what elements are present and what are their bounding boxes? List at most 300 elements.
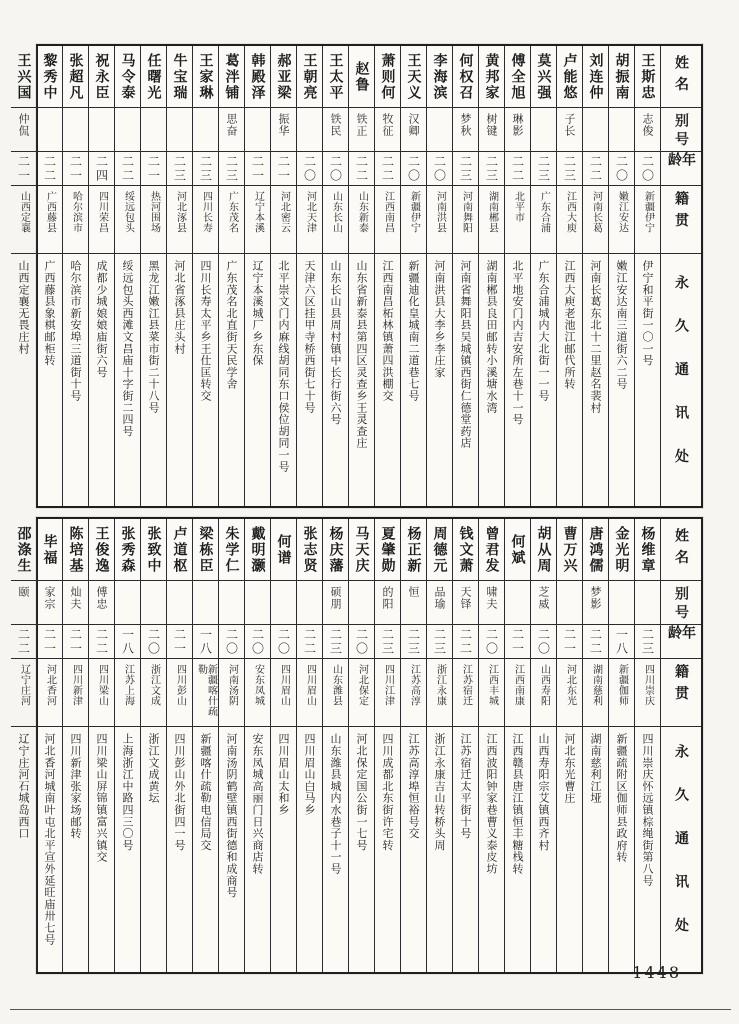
name-cell: 朱学仁 xyxy=(219,519,244,581)
alias-cell: 芝威 xyxy=(531,581,556,625)
alias-cell: 树键 xyxy=(479,108,504,152)
age-cell: 二二 xyxy=(115,152,140,186)
address-cell: 北平地安门内吉安所左巷十一号 xyxy=(511,260,524,426)
person-column xyxy=(36,46,62,506)
native-cell: 山西定襄 xyxy=(11,186,36,254)
age-cell: 二二 xyxy=(453,625,478,659)
directory-page xyxy=(15,44,703,974)
age-cell: 一八 xyxy=(115,625,140,659)
alias-cell xyxy=(245,108,270,152)
person-column xyxy=(296,519,322,972)
age-cell: 二二 xyxy=(505,152,530,186)
native-cell: 山东长山 xyxy=(323,186,348,254)
native-cell: 热河围场 xyxy=(141,186,166,254)
native-cell: 新疆伊宁 xyxy=(401,186,426,254)
alias-cell: 子长 xyxy=(557,108,582,152)
age-cell: 二二 xyxy=(349,152,374,186)
age-cell: 二三 xyxy=(635,625,660,659)
name-cell: 夏肇勋 xyxy=(375,519,400,581)
name-cell: 曾君发 xyxy=(479,519,504,581)
age-cell: 二一 xyxy=(271,152,296,186)
header-age: 年龄 xyxy=(661,152,701,186)
page-bottom-rule xyxy=(10,1009,731,1010)
alias-cell xyxy=(297,108,322,152)
name-cell: 张秀森 xyxy=(115,519,140,581)
age-cell: 二〇 xyxy=(401,152,426,186)
native-cell: 嫩江安达 xyxy=(609,186,634,254)
person-column xyxy=(114,519,140,972)
name-cell: 赵鲁 xyxy=(349,46,374,108)
address-cell: 四川长寿太平乡王仕匡转交 xyxy=(199,260,212,402)
address-cell: 广东合浦城内大北街一一号 xyxy=(537,260,550,402)
alias-cell xyxy=(505,581,530,625)
address-cell: 北平崇文门内麻线胡同东口侯位胡同一号 xyxy=(277,260,290,473)
age-cell: 二一 xyxy=(63,152,88,186)
address-cell: 河北香河城南叶屯北平宣外延旺庙卅七号 xyxy=(43,733,56,946)
address-cell: 嫩江安达南三道街六二号 xyxy=(615,260,628,390)
name-cell: 张致中 xyxy=(141,519,166,581)
native-cell: 江西丰城 xyxy=(479,659,504,727)
native-cell: 山西寿阳 xyxy=(531,659,556,727)
alias-cell xyxy=(609,581,634,625)
person-column xyxy=(140,519,166,972)
name-cell: 刘连仲 xyxy=(583,46,608,108)
person-column xyxy=(62,519,88,972)
name-cell: 牛宝瑞 xyxy=(167,46,192,108)
name-cell: 王兴国 xyxy=(11,46,36,108)
age-cell: 二三 xyxy=(557,152,582,186)
native-cell: 江西南康 xyxy=(505,659,530,727)
native-cell: 四川梁山 xyxy=(89,659,114,727)
address-cell: 山西定襄无畏庄村 xyxy=(17,260,30,355)
name-cell: 卢能悠 xyxy=(557,46,582,108)
person-column xyxy=(582,46,608,506)
native-cell: 河北密云 xyxy=(271,186,296,254)
name-cell: 祝永臣 xyxy=(89,46,114,108)
native-cell: 绥远包头 xyxy=(115,186,140,254)
name-cell: 黄邦家 xyxy=(479,46,504,108)
name-cell: 李海滨 xyxy=(427,46,452,108)
age-cell: 二四 xyxy=(89,152,114,186)
native-cell: 河北涿县 xyxy=(167,186,192,254)
age-cell: 二三 xyxy=(193,152,218,186)
alias-cell: 灿夫 xyxy=(63,581,88,625)
native-cell: 江西大庾 xyxy=(557,186,582,254)
header-age: 年龄 xyxy=(661,625,701,659)
address-cell: 河南汤阴鹤壁镇西街德和成商号 xyxy=(225,733,238,899)
name-cell: 何权召 xyxy=(453,46,478,108)
person-column xyxy=(504,519,530,972)
address-cell: 江苏高淳埠恒裕号交 xyxy=(407,733,420,840)
alias-cell xyxy=(557,581,582,625)
person-column xyxy=(582,519,608,972)
alias-cell xyxy=(531,108,556,152)
age-cell: 二〇 xyxy=(271,625,296,659)
alias-cell xyxy=(193,108,218,152)
name-cell: 任曙光 xyxy=(141,46,166,108)
address-cell: 湖南郴县良田邮转小溪塘水湾 xyxy=(485,260,498,414)
person-column xyxy=(88,519,114,972)
native-cell: 广东合浦 xyxy=(531,186,556,254)
alias-cell: 铁民 xyxy=(323,108,348,152)
age-cell: 二二 xyxy=(297,625,322,659)
alias-cell xyxy=(271,581,296,625)
person-column xyxy=(88,46,114,506)
alias-cell: 颐 xyxy=(11,581,36,625)
person-column xyxy=(374,519,400,972)
alias-cell xyxy=(141,108,166,152)
age-cell: 二一 xyxy=(557,625,582,659)
address-cell: 四川梁山屏锦镇富兴镇交 xyxy=(95,733,108,863)
alias-cell xyxy=(297,581,322,625)
person-column xyxy=(192,519,218,972)
header-address: 永久通讯处 xyxy=(673,274,689,492)
alias-cell xyxy=(115,581,140,625)
person-column xyxy=(270,519,296,972)
address-cell: 广东茂名北直街天民学舍 xyxy=(225,260,238,390)
person-column xyxy=(556,46,582,506)
native-cell: 湖南郴县 xyxy=(479,186,504,254)
native-cell: 山东潍县 xyxy=(323,659,348,727)
alias-cell: 振华 xyxy=(271,108,296,152)
alias-cell: 品瑜 xyxy=(427,581,452,625)
age-cell: 二二 xyxy=(89,625,114,659)
alias-cell xyxy=(167,108,192,152)
person-column xyxy=(530,519,556,972)
address-cell: 江西波阳钟家巷曹义泰皮坊 xyxy=(485,733,498,875)
age-cell: 二二 xyxy=(11,625,36,659)
header-column xyxy=(660,46,701,506)
age-cell: 二一 xyxy=(11,152,36,186)
name-cell: 黎秀中 xyxy=(37,46,62,108)
age-cell: 二二 xyxy=(583,152,608,186)
alias-cell: 思奋 xyxy=(219,108,244,152)
name-cell: 韩殿泽 xyxy=(245,46,270,108)
alias-cell xyxy=(245,581,270,625)
native-cell: 河南汤阴 xyxy=(219,659,244,727)
native-cell: 四川新津 xyxy=(63,659,88,727)
native-cell: 江苏宿迁 xyxy=(453,659,478,727)
alias-cell xyxy=(349,581,374,625)
person-column xyxy=(452,46,478,506)
address-cell: 新疆迪化皇城南二道巷七号 xyxy=(407,260,420,402)
address-cell: 四川新津张家场邮转 xyxy=(69,733,82,840)
header-alias: 别号 xyxy=(661,108,701,152)
age-cell: 二一 xyxy=(63,625,88,659)
alias-cell xyxy=(37,108,62,152)
address-cell: 上海浙江中路四三〇号 xyxy=(121,733,134,851)
person-column xyxy=(322,519,348,972)
alias-cell: 天铎 xyxy=(453,581,478,625)
person-column xyxy=(426,519,452,972)
age-cell: 二〇 xyxy=(531,625,556,659)
alias-cell: 琳影 xyxy=(505,108,530,152)
alias-cell xyxy=(219,581,244,625)
native-cell: 四川江津 xyxy=(375,659,400,727)
alias-cell xyxy=(427,108,452,152)
native-cell: 四川彭山 xyxy=(167,659,192,727)
address-cell: 四川彭山外北街四一号 xyxy=(173,733,186,851)
address-cell: 四川崇庆怀远镇棕绳街第八号 xyxy=(641,733,654,887)
address-cell: 浙江永康吉山转桥头周 xyxy=(433,733,446,851)
name-cell: 戴明灏 xyxy=(245,519,270,581)
person-column xyxy=(634,46,660,506)
native-cell: 江苏上海 xyxy=(115,659,140,727)
person-column xyxy=(166,46,192,506)
address-cell: 江西大庾老池江邮代所转 xyxy=(563,260,576,390)
person-column xyxy=(504,46,530,506)
age-cell: 二三 xyxy=(401,625,426,659)
name-cell: 莫兴强 xyxy=(531,46,556,108)
person-column xyxy=(400,519,426,972)
age-cell: 二〇 xyxy=(219,625,244,659)
native-cell: 四川眉山 xyxy=(271,659,296,727)
name-cell: 葛泮铺 xyxy=(219,46,244,108)
address-cell: 山西寿阳宗艾镇西齐村 xyxy=(537,733,550,851)
age-cell: 二三 xyxy=(375,625,400,659)
name-cell: 王天义 xyxy=(401,46,426,108)
person-column xyxy=(348,46,374,506)
native-cell: 山东新泰 xyxy=(349,186,374,254)
name-cell: 胡振南 xyxy=(609,46,634,108)
alias-cell xyxy=(609,108,634,152)
person-column xyxy=(348,519,374,972)
address-cell: 广西藤县象棋邮柜转 xyxy=(43,260,56,367)
name-cell: 邵涤生 xyxy=(11,519,36,581)
directory-table-bottom xyxy=(15,517,703,974)
name-cell: 郝亚梁 xyxy=(271,46,296,108)
native-cell: 江苏高淳 xyxy=(401,659,426,727)
name-cell: 钱文萧 xyxy=(453,519,478,581)
address-cell: 浙江文成黄坛 xyxy=(147,733,160,804)
name-cell: 胡从周 xyxy=(531,519,556,581)
alias-cell: 志俊 xyxy=(635,108,660,152)
native-cell: 哈尔滨市 xyxy=(63,186,88,254)
page-number: 1448 xyxy=(632,963,681,982)
age-cell: 一八 xyxy=(193,625,218,659)
address-cell: 伊宁和平街一〇一号 xyxy=(641,260,654,367)
address-cell: 四川眉山太和乡 xyxy=(277,733,290,816)
native-cell: 河北香河 xyxy=(37,659,62,727)
name-cell: 周德元 xyxy=(427,519,452,581)
person-column xyxy=(114,46,140,506)
header-name: 姓名 xyxy=(661,519,701,581)
header-native: 籍贯 xyxy=(661,659,701,727)
alias-cell: 硕朋 xyxy=(323,581,348,625)
age-cell: 二三 xyxy=(531,152,556,186)
native-cell: 浙江永康 xyxy=(427,659,452,727)
address-cell: 江西赣县唐江镇恒丰糖栈转 xyxy=(511,733,524,875)
alias-cell xyxy=(115,108,140,152)
native-cell: 四川眉山 xyxy=(297,659,322,727)
person-column xyxy=(244,519,270,972)
header-name: 姓名 xyxy=(661,46,701,108)
name-cell: 王家琳 xyxy=(193,46,218,108)
age-cell: 二〇 xyxy=(141,625,166,659)
age-cell: 二三 xyxy=(323,625,348,659)
person-column xyxy=(218,46,244,506)
native-cell: 新疆伊宁 xyxy=(635,186,660,254)
age-cell: 二一 xyxy=(141,152,166,186)
name-cell: 杨正新 xyxy=(401,519,426,581)
alias-cell: 牧征 xyxy=(375,108,400,152)
age-cell: 二〇 xyxy=(297,152,322,186)
native-cell: 广东茂名 xyxy=(219,186,244,254)
native-cell: 河北保定 xyxy=(349,659,374,727)
alias-cell: 仲侃 xyxy=(11,108,36,152)
age-cell: 二三 xyxy=(479,152,504,186)
age-cell: 二三 xyxy=(453,152,478,186)
native-cell: 河南洪县 xyxy=(427,186,452,254)
person-column xyxy=(556,519,582,972)
person-column xyxy=(634,519,660,972)
name-cell: 何斌 xyxy=(505,519,530,581)
alias-cell: 梦影 xyxy=(583,581,608,625)
person-column xyxy=(62,46,88,506)
address-cell: 四川成都北东街许宅转 xyxy=(381,733,394,851)
age-cell: 二一 xyxy=(167,625,192,659)
person-column xyxy=(478,46,504,506)
alias-cell xyxy=(63,108,88,152)
person-column xyxy=(11,46,36,506)
person-column xyxy=(374,46,400,506)
age-cell: 二一 xyxy=(505,625,530,659)
age-cell: 二〇 xyxy=(349,625,374,659)
age-cell: 二〇 xyxy=(245,625,270,659)
name-cell: 唐鸿儒 xyxy=(583,519,608,581)
age-cell: 二〇 xyxy=(427,152,452,186)
alias-cell: 傅忠 xyxy=(89,581,114,625)
native-cell: 四川崇庆 xyxy=(635,659,660,727)
native-cell: 四川长寿 xyxy=(193,186,218,254)
person-column xyxy=(478,519,504,972)
address-cell: 江苏宿迁太平街十号 xyxy=(459,733,472,840)
age-cell: 二三 xyxy=(427,625,452,659)
alias-cell xyxy=(583,108,608,152)
address-cell: 山东长山县周村镇中长行街六号 xyxy=(329,260,342,426)
alias-cell: 恒 xyxy=(401,581,426,625)
name-cell: 萧则何 xyxy=(375,46,400,108)
name-cell: 王朝亮 xyxy=(297,46,322,108)
address-cell: 辽宁本溪城厂乡东保 xyxy=(251,260,264,367)
header-address: 永久通讯处 xyxy=(673,744,689,961)
address-cell: 绥远包头西滩文昌庙十字街二四号 xyxy=(121,260,134,437)
address-cell: 河南洪县大李乡李庄家 xyxy=(433,260,446,378)
alias-cell: 家宗 xyxy=(37,581,62,625)
native-cell: 广西藤县 xyxy=(37,186,62,254)
native-cell: 安东凤城 xyxy=(245,659,270,727)
person-column xyxy=(218,519,244,972)
address-cell: 黑龙江嫩江县菜市街二十八号 xyxy=(147,260,160,414)
address-cell: 成都少城娘娘庙街六号 xyxy=(95,260,108,378)
name-cell: 卢道枢 xyxy=(167,519,192,581)
person-column xyxy=(166,519,192,972)
age-cell: 二三 xyxy=(167,152,192,186)
name-cell: 梁栋臣 xyxy=(193,519,218,581)
address-cell: 河北省涿县庄头村 xyxy=(173,260,186,355)
name-cell: 王俊逸 xyxy=(89,519,114,581)
name-cell: 傅全旭 xyxy=(505,46,530,108)
alias-cell xyxy=(141,581,166,625)
address-cell: 新疆喀什疏勒电信局交 xyxy=(199,733,212,851)
native-cell: 江西南昌 xyxy=(375,186,400,254)
alias-cell: 梦秋 xyxy=(453,108,478,152)
address-cell: 天津六区挂甲寺桥西街七十号 xyxy=(303,260,316,414)
age-cell: 二二 xyxy=(583,625,608,659)
alias-cell xyxy=(193,581,218,625)
age-cell: 二〇 xyxy=(323,152,348,186)
alias-cell: 的阳 xyxy=(375,581,400,625)
native-cell: 河北天津 xyxy=(297,186,322,254)
age-cell: 二〇 xyxy=(479,625,504,659)
age-cell: 二〇 xyxy=(635,152,660,186)
age-cell: 二二 xyxy=(375,152,400,186)
native-cell: 浙江文成 xyxy=(141,659,166,727)
alias-cell xyxy=(89,108,114,152)
native-cell: 新疆喀什疏勒 xyxy=(193,659,218,727)
person-column xyxy=(270,46,296,506)
address-cell: 江西南昌柘林镇萧四洪棚交 xyxy=(381,260,394,402)
header-native: 籍贯 xyxy=(661,186,701,254)
person-column xyxy=(426,46,452,506)
alias-cell xyxy=(635,581,660,625)
name-cell: 马天庆 xyxy=(349,519,374,581)
person-column xyxy=(608,519,634,972)
address-cell: 湖南慈利江垭 xyxy=(589,733,602,804)
header-column xyxy=(660,519,701,972)
name-cell: 王斯忠 xyxy=(635,46,660,108)
name-cell: 杨维章 xyxy=(635,519,660,581)
alias-cell: 啸夫 xyxy=(479,581,504,625)
age-cell: 二〇 xyxy=(609,152,634,186)
native-cell: 辽宁本溪 xyxy=(245,186,270,254)
person-column xyxy=(322,46,348,506)
address-cell: 山东省新泰县第四区灵查乡王灵查庄 xyxy=(355,260,368,449)
person-column xyxy=(244,46,270,506)
name-cell: 毕福 xyxy=(37,519,62,581)
address-cell: 河北东光曹庄 xyxy=(563,733,576,804)
address-cell: 安东凤城高丽门日兴商店转 xyxy=(251,733,264,875)
native-cell: 河北东光 xyxy=(557,659,582,727)
address-cell: 山东潍县城内水巷子十一号 xyxy=(329,733,342,875)
person-column xyxy=(192,46,218,506)
address-cell: 四川眉山白马乡 xyxy=(303,733,316,816)
age-cell: 二三 xyxy=(219,152,244,186)
address-cell: 哈尔滨市新安埠三道街十号 xyxy=(69,260,82,402)
person-column xyxy=(296,46,322,506)
name-cell: 王太平 xyxy=(323,46,348,108)
name-cell: 张超凡 xyxy=(63,46,88,108)
name-cell: 金光明 xyxy=(609,519,634,581)
person-column xyxy=(140,46,166,506)
native-cell: 湖南慈利 xyxy=(583,659,608,727)
name-cell: 何谱 xyxy=(271,519,296,581)
name-cell: 马令泰 xyxy=(115,46,140,108)
alias-cell xyxy=(167,581,192,625)
address-cell: 新疆疏附区伽师县政府转 xyxy=(615,733,628,863)
native-cell: 河南舞阳 xyxy=(453,186,478,254)
person-column xyxy=(452,519,478,972)
native-cell: 北平市 xyxy=(505,186,530,254)
name-cell: 曹万兴 xyxy=(557,519,582,581)
name-cell: 陈培基 xyxy=(63,519,88,581)
alias-cell: 汉卿 xyxy=(401,108,426,152)
native-cell: 河南长葛 xyxy=(583,186,608,254)
address-cell: 河南省舞阳县吴城镇西街仁德堂药店 xyxy=(459,260,472,449)
header-alias: 别号 xyxy=(661,581,701,625)
person-column xyxy=(608,46,634,506)
age-cell: 二二 xyxy=(37,152,62,186)
